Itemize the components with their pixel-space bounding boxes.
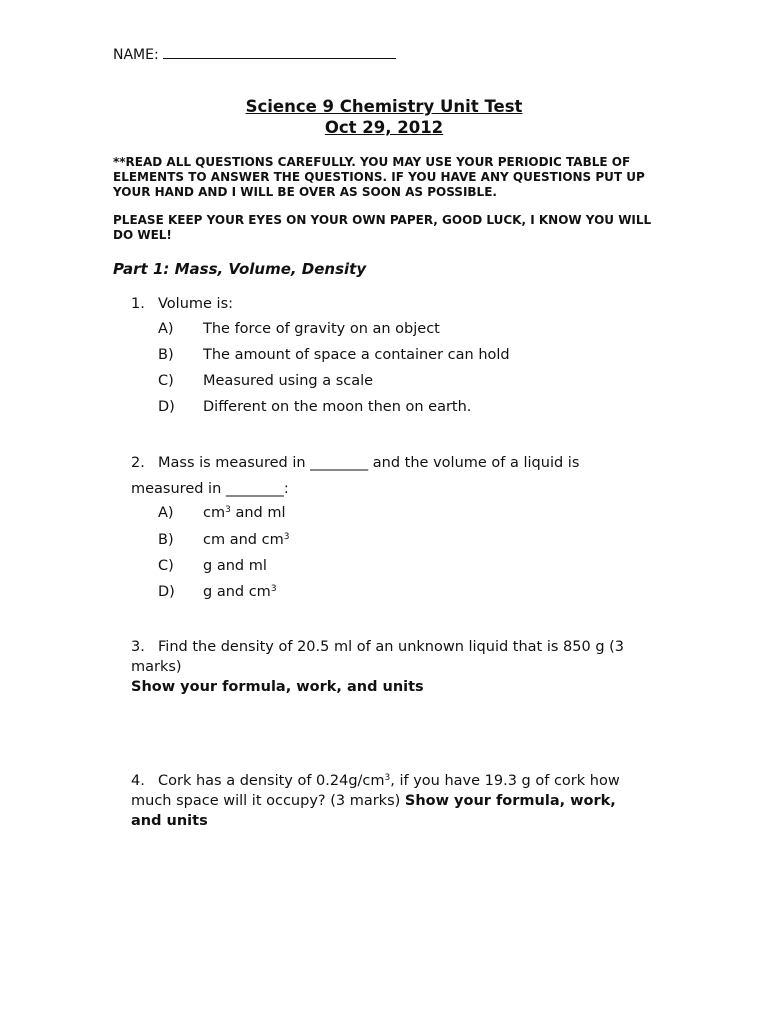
q1-option-b-letter: B) xyxy=(158,347,174,363)
question-2-line-1 xyxy=(131,453,579,473)
instructions-eyes: PLEASE KEEP YOUR EYES ON YOUR OWN PAPER, GOOD LUCK, I KNOW YOU WILL DO WEL! xyxy=(113,213,652,242)
q2-option-a-text: $cm^3$ and ml xyxy=(203,505,286,521)
name-line xyxy=(113,44,396,63)
question-1-text: Volume is: xyxy=(158,296,234,312)
q2-option-a-letter: A) xyxy=(158,505,174,521)
q1-option-d-letter: D) xyxy=(158,399,175,415)
instructions-read-carefully: **READ ALL QUESTIONS CAREFULLY. YOU MAY USE YOUR PERIODIC TABLE OF ELEMENTS TO ANSWER THE QUESTIONS. IF YOU HAVE ANY QUESTIONS PUT UP YOUR HAND AND I WILL BE OVER AS SOON AS POSSIBLE. xyxy=(113,155,645,199)
question-4-text-a: Cork has a density of 0.24g/cm xyxy=(158,773,385,789)
q1-option-a-text: The force of gravity on an object xyxy=(203,321,440,337)
question-4 xyxy=(131,771,651,831)
q2-option-d-letter: D) xyxy=(158,584,175,600)
q2-option-b-letter: B) xyxy=(158,532,174,548)
q1-option-c-text: Measured using a scale xyxy=(203,373,374,389)
q2-option-d-text: g and $cm^3$ xyxy=(203,584,277,600)
q2-option-c-letter: C) xyxy=(158,558,174,574)
question-1 xyxy=(131,294,233,314)
name-label: NAME: xyxy=(113,47,159,63)
question-2-number: 2. xyxy=(131,455,145,471)
question-4-instruction: Show your formula, work, and units xyxy=(131,793,616,829)
question-2-line-2: measured in ________: xyxy=(131,481,289,497)
question-4-number: 4. xyxy=(131,773,145,789)
q2-option-c-text: g and ml xyxy=(203,558,267,574)
q1-option-b-text: The amount of space a container can hold xyxy=(203,347,510,363)
part1-heading: Part 1: Mass, Volume, Density xyxy=(113,260,367,278)
q1-option-d-text: Different on the moon then on earth. xyxy=(203,399,472,415)
q1-option-a-letter: A) xyxy=(158,321,174,337)
test-title: Science 9 Chemistry Unit Test xyxy=(245,97,523,116)
q1-option-c-letter: C) xyxy=(158,373,174,389)
question-4-text-b: , if you have 19.3 g of cork how much space will it occupy? (3 marks) xyxy=(131,773,620,809)
test-date: Oct 29, 2012 xyxy=(324,118,444,137)
question-3-number: 3. xyxy=(131,639,145,655)
q2-option-b-text: cm and $cm^3$ xyxy=(203,532,290,548)
question-4-superscript: 3 xyxy=(384,773,391,783)
name-blank-line xyxy=(163,44,396,59)
question-1-number: 1. xyxy=(131,296,145,312)
question-2-text: Mass is measured in ________ and the volume of a liquid is xyxy=(158,455,580,471)
question-3 xyxy=(131,637,651,677)
question-3-text: Find the density of 20.5 ml of an unknown liquid that is 850 g (3 marks) xyxy=(131,639,625,675)
question-3-instruction: Show your formula, work, and units xyxy=(131,679,424,695)
